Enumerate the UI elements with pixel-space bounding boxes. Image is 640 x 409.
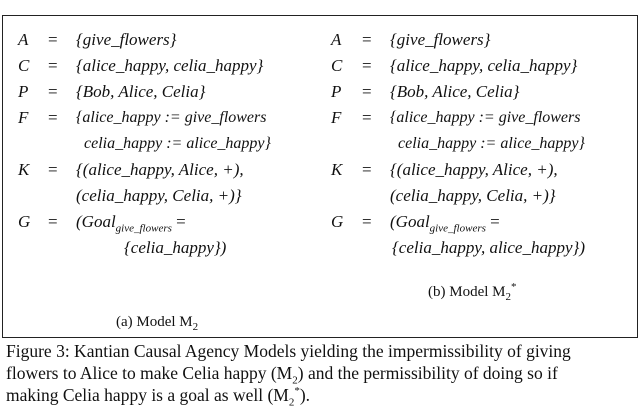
caption-text: flowers to Alice to make Celia happy (M bbox=[6, 363, 293, 383]
symbol: P bbox=[331, 82, 342, 101]
equals-sign: = bbox=[362, 108, 372, 127]
eq bbox=[48, 209, 58, 235]
equals-sign: = bbox=[48, 56, 58, 75]
value-text: (Goal bbox=[76, 212, 116, 231]
value-text: {(alice_happy, Alice, +), bbox=[390, 160, 558, 179]
model-b-G-value-line2 bbox=[392, 235, 585, 261]
eq bbox=[48, 79, 58, 105]
equals-sign: = bbox=[362, 56, 372, 75]
model-b-K-value-line1 bbox=[390, 157, 558, 183]
symbol: G bbox=[331, 212, 344, 231]
model-a-G-value-line1 bbox=[76, 209, 186, 235]
caption-text: ). bbox=[299, 385, 311, 405]
figure-caption-line-1 bbox=[6, 340, 636, 362]
caption-text: Figure 3: Kantian Causal Agency Models yielding the impermissibility of giving bbox=[6, 341, 571, 361]
equals-sign: = bbox=[48, 212, 58, 231]
caption-text: (a) Model M bbox=[116, 314, 193, 330]
symbol: P bbox=[18, 82, 29, 101]
model-a-C-value bbox=[76, 53, 263, 79]
model-a-F-value-line2 bbox=[84, 131, 271, 157]
equals-sign: = bbox=[362, 82, 372, 101]
model-a-row-P bbox=[18, 79, 28, 105]
caption-subscript: 2 bbox=[505, 291, 511, 303]
model-a-K-value-line1 bbox=[76, 157, 244, 183]
model-b-K-value-line2 bbox=[390, 183, 556, 209]
model-a-P-value bbox=[76, 79, 205, 105]
model-a-F-value-line1 bbox=[76, 105, 266, 131]
symbol: G bbox=[18, 212, 31, 231]
model-a-row-A bbox=[18, 27, 28, 53]
symbol: C bbox=[18, 56, 30, 75]
value-text: {Bob, Alice, Celia} bbox=[390, 82, 520, 101]
value-text: {give_flowers} bbox=[390, 30, 491, 49]
equals-sign: = bbox=[362, 160, 372, 179]
symbol: A bbox=[331, 30, 342, 49]
model-b-row-A bbox=[331, 27, 341, 53]
model-b-row-G bbox=[331, 209, 343, 235]
model-b-row-P bbox=[331, 79, 341, 105]
model-a-A-value bbox=[76, 27, 176, 53]
model-b-C-value bbox=[390, 53, 577, 79]
value-text: {celia_happy, alice_happy}) bbox=[392, 238, 585, 257]
equals-sign: = bbox=[48, 82, 58, 101]
eq bbox=[48, 157, 58, 183]
value-text: = bbox=[171, 212, 186, 231]
model-a-K-value-line2 bbox=[76, 183, 242, 209]
model-a-row-K bbox=[18, 157, 29, 183]
value-text: (celia_happy, Celia, +)} bbox=[76, 186, 242, 205]
equals-sign: = bbox=[48, 160, 58, 179]
model-a-caption bbox=[116, 314, 198, 331]
value-text: {alice_happy, celia_happy} bbox=[390, 56, 578, 75]
eq bbox=[362, 79, 372, 105]
caption-text: making Celia happy is a goal as well (M bbox=[6, 385, 289, 405]
figure-caption-line-2 bbox=[6, 362, 636, 387]
equals-sign: = bbox=[48, 30, 58, 49]
caption-superscript: * bbox=[294, 385, 300, 398]
value-text: {alice_happy, celia_happy} bbox=[76, 56, 264, 75]
caption-text: ) and the permissibility of doing so if bbox=[297, 363, 558, 383]
model-b-F-value-line2 bbox=[398, 131, 585, 157]
value-text: celia_happy := alice_happy} bbox=[84, 135, 271, 152]
value-text: (Goal bbox=[390, 212, 430, 231]
caption-subscript: 2 bbox=[192, 321, 199, 333]
model-b-caption bbox=[428, 281, 517, 303]
value-text: {alice_happy := give_flowers bbox=[76, 109, 267, 126]
model-b-row-F bbox=[331, 105, 341, 131]
model-b-F-value-line1 bbox=[390, 105, 580, 131]
eq bbox=[48, 105, 58, 131]
caption-text: (b) Model M bbox=[428, 284, 506, 300]
eq bbox=[362, 27, 372, 53]
model-b-A-value bbox=[390, 27, 490, 53]
symbol: K bbox=[18, 160, 30, 179]
figure-caption bbox=[6, 340, 636, 409]
value-text: (celia_happy, Celia, +)} bbox=[390, 186, 556, 205]
eq bbox=[362, 105, 372, 131]
value-text: {Bob, Alice, Celia} bbox=[76, 82, 206, 101]
equals-sign: = bbox=[362, 212, 372, 231]
eq bbox=[362, 209, 372, 235]
equals-sign: = bbox=[362, 30, 372, 49]
caption-superscript: * bbox=[511, 281, 517, 293]
model-b-P-value bbox=[390, 79, 519, 105]
value-text: {celia_happy}) bbox=[124, 238, 227, 257]
value-text: {give_flowers} bbox=[76, 30, 177, 49]
goal-subscript: give_flowers bbox=[115, 222, 172, 235]
eq bbox=[362, 157, 372, 183]
model-a-row-C bbox=[18, 53, 29, 79]
symbol: A bbox=[18, 30, 29, 49]
eq bbox=[362, 53, 372, 79]
symbol: F bbox=[331, 108, 342, 127]
goal-subscript: give_flowers bbox=[429, 222, 486, 235]
value-text: = bbox=[485, 212, 500, 231]
equals-sign: = bbox=[48, 108, 58, 127]
caption-subscript: 2 bbox=[288, 396, 295, 409]
value-text: celia_happy := alice_happy} bbox=[398, 135, 585, 152]
value-text: {alice_happy := give_flowers bbox=[390, 109, 581, 126]
model-b-row-K bbox=[331, 157, 342, 183]
model-a-row-F bbox=[18, 105, 28, 131]
model-b-row-C bbox=[331, 53, 342, 79]
eq bbox=[48, 53, 58, 79]
symbol: F bbox=[18, 108, 29, 127]
symbol: K bbox=[331, 160, 343, 179]
eq bbox=[48, 27, 58, 53]
model-a-row-G bbox=[18, 209, 30, 235]
symbol: C bbox=[331, 56, 343, 75]
figure-caption-line-3 bbox=[6, 384, 636, 409]
caption-subscript: 2 bbox=[292, 374, 298, 387]
model-b-G-value-line1 bbox=[390, 209, 500, 235]
value-text: {(alice_happy, Alice, +), bbox=[76, 160, 244, 179]
model-a-G-value-line2 bbox=[124, 235, 226, 261]
